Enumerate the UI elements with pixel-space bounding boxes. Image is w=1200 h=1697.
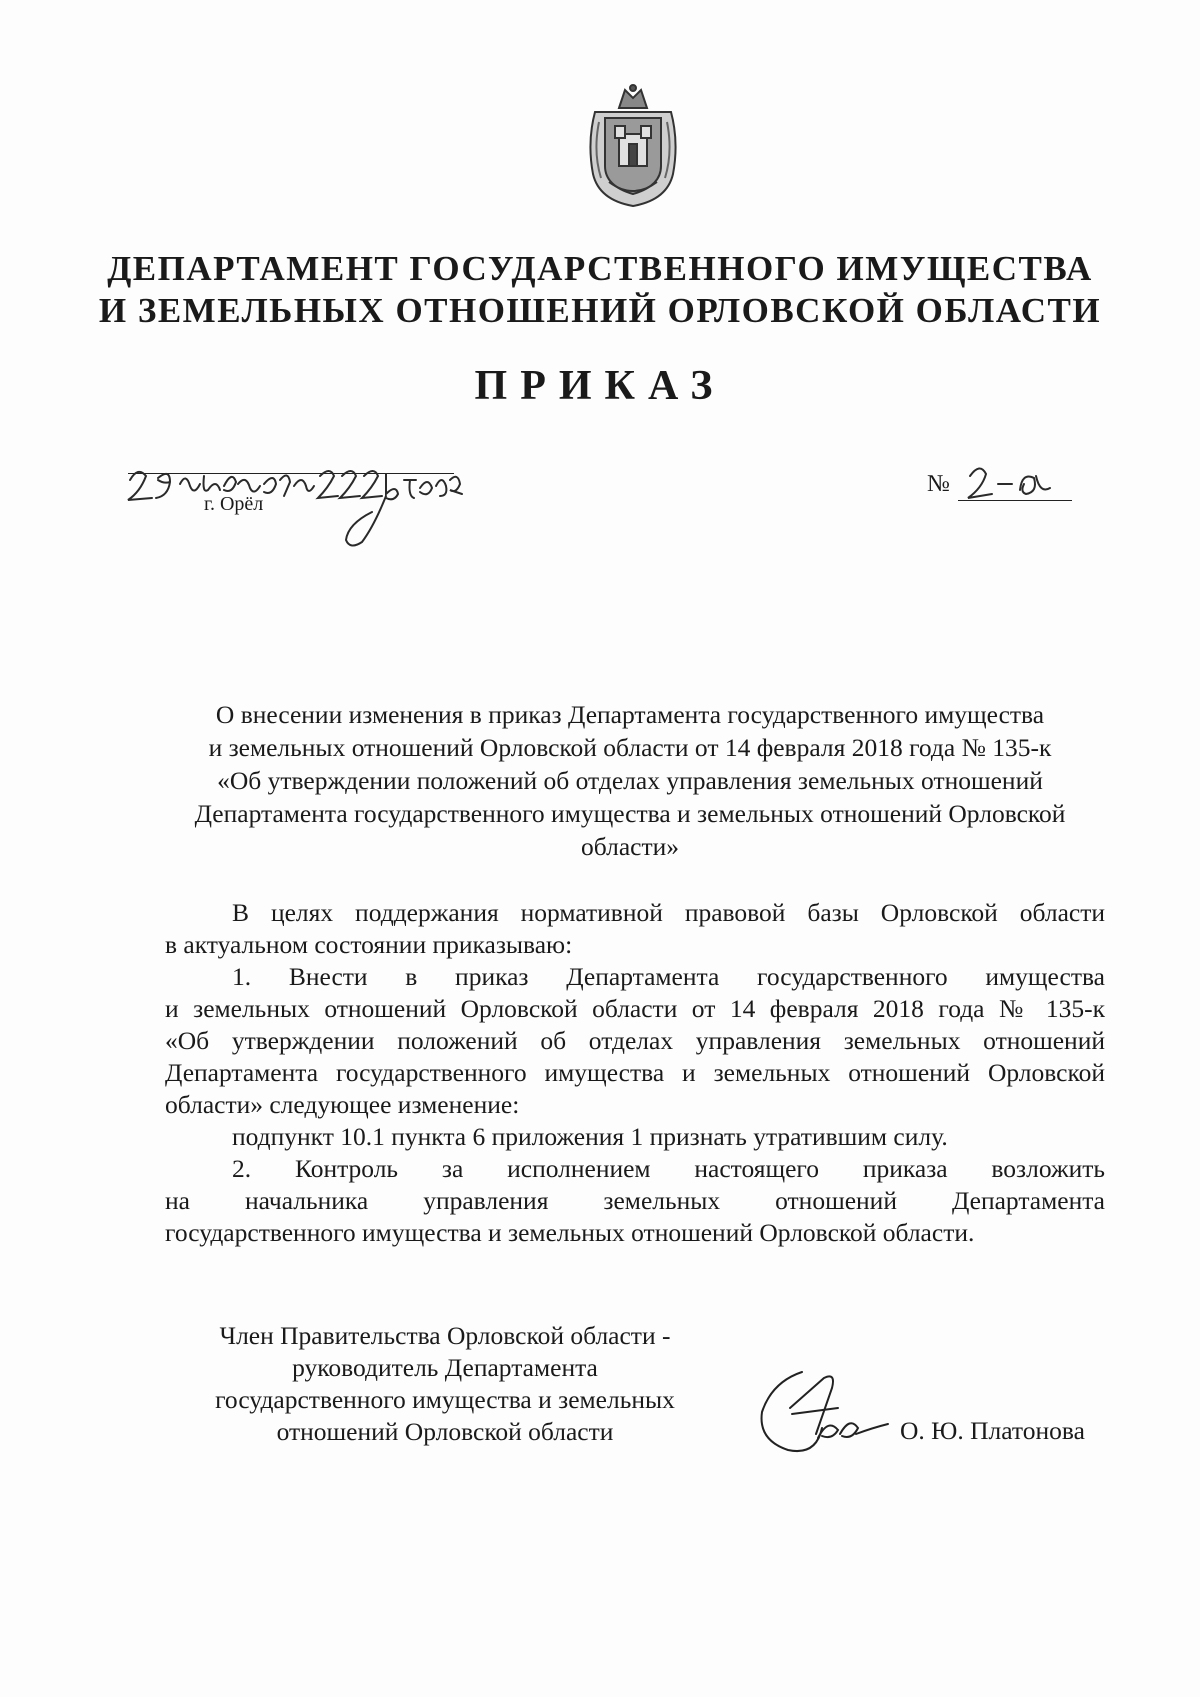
order-subject: [150, 698, 1110, 863]
item-1-line: «Об утверждении положений об отделах управления земельных отношений: [165, 1026, 1105, 1055]
item-1-paragraph: [165, 961, 1105, 1153]
preamble-line: В целях поддержания нормативной правовой базы Орловской области: [232, 898, 1105, 927]
item-1-line: области» следующее изменение:: [165, 1090, 520, 1119]
subject-line: области»: [581, 832, 679, 861]
item-2-line: на начальника управления земельных отношений Департамента: [165, 1186, 1105, 1215]
subject-line: «Об утверждении положений об отделах управления земельных отношений: [217, 766, 1043, 795]
item-1-line: и земельных отношений Орловской области от 14 февраля 2018 года № 135-к: [165, 994, 1105, 1023]
signatory-name: О. Ю. Платонова: [900, 1416, 1085, 1445]
signatory-position-line: руководитель Департамента: [292, 1353, 598, 1382]
signatory-position-line: государственного имущества и земельных: [215, 1385, 675, 1414]
item-1-subpoint: подпункт 10.1 пункта 6 приложения 1 признать утратившим силу.: [232, 1122, 948, 1151]
item-1-line: Департамента государственного имущества и земельных отношений Орловской: [165, 1058, 1105, 1087]
item-2-line: государственного имущества и земельных отношений Орловской области.: [165, 1218, 975, 1247]
number-underline: [958, 500, 1072, 501]
preamble-paragraph: [165, 897, 1105, 961]
signatory-position-line: отношений Орловской области: [276, 1417, 614, 1446]
preamble-line: в актуальном состоянии приказываю:: [165, 930, 573, 959]
document-title: ПРИКАЗ: [474, 363, 726, 409]
item-1-line: 1. Внести в приказ Департамента государственного имущества: [232, 962, 1105, 991]
signatory-position-line: Член Правительства Орловской области -: [219, 1321, 671, 1350]
subject-line: О внесении изменения в приказ Департамента государственного имущества: [215, 700, 1045, 729]
number-label: №: [927, 471, 950, 497]
coat-of-arms-emblem: [579, 82, 687, 210]
signatory-position: [170, 1320, 720, 1448]
department-name-line-1: ДЕПАРТАМЕНТ ГОСУДАРСТВЕННОГО ИМУЩЕСТВА: [107, 249, 1093, 288]
handwritten-date: [124, 466, 469, 551]
subject-line: и земельных отношений Орловской области от 14 февраля 2018 года № 135-к: [208, 733, 1052, 762]
handwritten-signature: [752, 1368, 892, 1463]
city-label: г. Орёл: [204, 493, 264, 515]
item-2-line: 2. Контроль за исполнением настоящего приказа возложить: [232, 1154, 1105, 1183]
department-name-line-2: И ЗЕМЕЛЬНЫХ ОТНОШЕНИЙ ОРЛОВСКОЙ ОБЛАСТИ: [98, 291, 1102, 330]
item-2-paragraph: [165, 1153, 1105, 1249]
subject-line: Департамента государственного имущества и земельных отношений Орловской: [194, 799, 1066, 828]
handwritten-number: [962, 464, 1067, 502]
